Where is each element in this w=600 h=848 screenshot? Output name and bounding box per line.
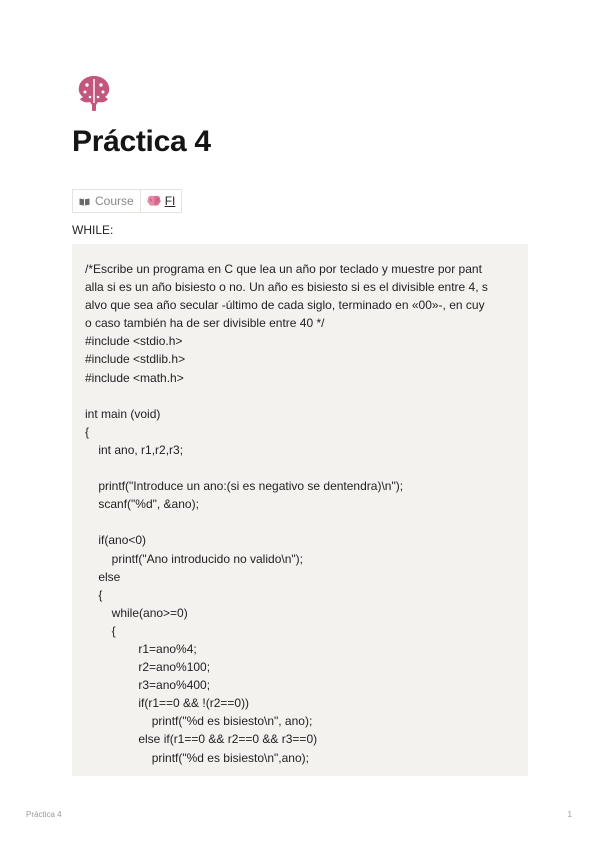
- code-line: int main (void): [85, 406, 161, 421]
- code-line: r3=ano%400;: [85, 678, 211, 693]
- footer-page-number: 1: [567, 810, 572, 819]
- code-line: r1=ano%4;: [85, 641, 197, 656]
- code-line: #include <math.h>: [85, 370, 184, 385]
- section-label: WHILE:: [72, 223, 114, 237]
- code-line: #include <stdlib.h>: [85, 352, 186, 367]
- properties-table: [72, 189, 182, 213]
- page-icon: [74, 74, 114, 112]
- footer-page-title: Práctica 4: [26, 810, 62, 819]
- property-value-course[interactable]: [141, 189, 183, 213]
- code-block[interactable]: [72, 244, 528, 776]
- code-line: else if(r1==0 && r2==0 && r3==0): [85, 732, 318, 747]
- monstera-leaf-icon: [74, 74, 114, 112]
- property-key-course: [72, 189, 141, 213]
- book-icon: [79, 197, 90, 206]
- property-value-link[interactable]: FI: [164, 194, 176, 208]
- code-line: {: [85, 424, 90, 439]
- code-line: alla si es un año bisiesto o no. Un año es bisiesto si es el divisible entre 4, s: [85, 280, 488, 295]
- code-line: alvo que sea año secular -último de cada siglo, terminado en «00»-, en cuy: [85, 298, 485, 313]
- code-line: printf("%d es bisiesto\n",ano);: [85, 750, 309, 765]
- page-title: Práctica 4: [72, 125, 211, 158]
- code-line: if(ano<0): [85, 533, 147, 548]
- code-line: if(r1==0 && !(r2==0)): [85, 696, 250, 711]
- code-content: [85, 260, 516, 767]
- code-line: printf("%d es bisiesto\n", ano);: [85, 714, 313, 729]
- code-line: o caso también ha de ser divisible entre 40 */: [85, 316, 325, 331]
- code-line: {: [85, 587, 103, 602]
- code-line: while(ano>=0): [85, 605, 188, 620]
- code-line: scanf("%d", &ano);: [85, 497, 199, 512]
- brain-icon: [147, 195, 161, 207]
- property-key-label: Course: [95, 194, 134, 208]
- code-line: {: [85, 623, 116, 638]
- code-line: int ano, r1,r2,r3;: [85, 442, 184, 457]
- code-line: r2=ano%100;: [85, 660, 211, 675]
- code-line: /*Escribe un programa en C que lea un año por teclado y muestre por pant: [85, 262, 482, 276]
- code-line: else: [85, 569, 121, 584]
- code-line: printf("Ano introducido no valido\n");: [85, 551, 303, 566]
- code-line: printf("Introduce un ano:(si es negativo se dentendra)\n");: [85, 479, 404, 494]
- code-line: #include <stdio.h>: [85, 334, 183, 349]
